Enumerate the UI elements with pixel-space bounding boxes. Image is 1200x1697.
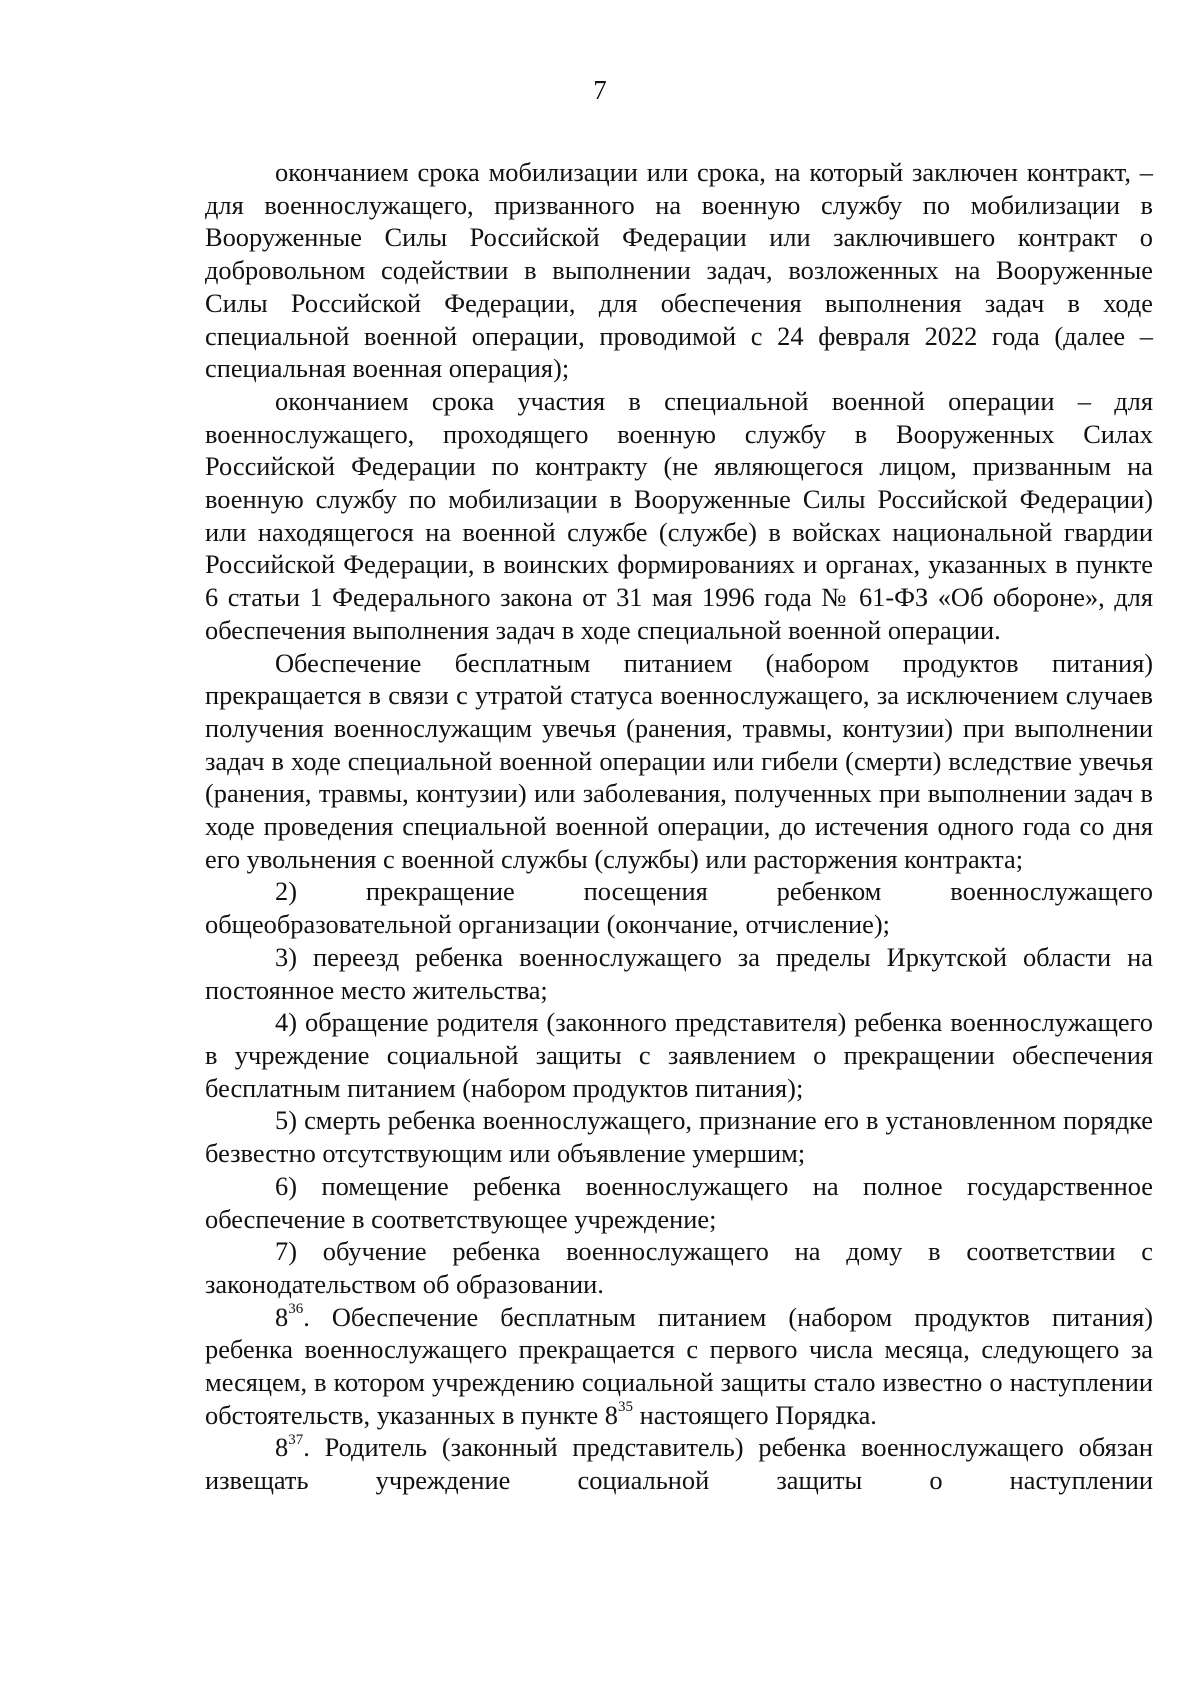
- page-number: 7: [593, 75, 607, 105]
- list-item-5: 5) смерть ребенка военнослужащего, признание его в установленном порядке безвестно отсутствующим или объявление умершим;: [205, 1105, 1153, 1169]
- list-item-7: 7) обучение ребенка военнослужащего на дому в соответствии с законодательством об образовании.: [205, 1236, 1153, 1299]
- paragraph-free-food-termination: Обеспечение бесплатным питанием (набором продуктов питания) прекращается в связи с утратой статуса военнослужащего, за исключением случаев получения военнослужащим увечья (ранения, травмы, контузии) при выполнении задач в ходе специальной военной операции или гибели (смерти) вследствие увечья (ранения, травмы, контузии) или заболевания, полученных при выполнении задач в ходе проведения специальной военной операции, до истечения одного года со дня его увольнения с военной службы (службы) или расторжения контракта;: [205, 647, 1153, 874]
- paragraph-svo-participation-end: окончанием срока участия в специальной военной операции – для военнослужащего, проходящего военную службу в Вооруженных Силах Российской Федерации по контракту (не являющегося лицом, призванным на военную службу по мобилизации в Вооруженные Силы Российской Федерации) или находящегося на военной службе (службе) в войсках национальной гвардии Российской Федерации, в воинских формированиях и органах, указанных в пункте 6 статьи 1 Федерального закона от 31 мая 1996 года № 61-ФЗ «Об обороне», для обеспечения выполнения задач в ходе специальной военной операции.: [205, 385, 1153, 645]
- reference-superscript: 35: [617, 1398, 633, 1415]
- document-body: [205, 156, 1153, 1497]
- clause-text: . Родитель (законный представитель) ребенка военнослужащего обязан извещать учреждение социальной защиты о наступлении: [205, 1432, 1153, 1496]
- clause-superscript: 36: [288, 1300, 304, 1317]
- list-item-3: 3) переезд ребенка военнослужащего за пределы Иркутской области на постоянное место жительства;: [205, 941, 1153, 1005]
- clause-text-before: . Обеспечение бесплатным питанием (набором продуктов питания) ребенка военнослужащего прекращается с первого числа месяца, следующего за месяцем, в котором учреждению социальной защиты стало известно о наступлении обстоятельств, указанных в пункте: [205, 1301, 1153, 1430]
- clause-text-after: настоящего Порядка.: [632, 1399, 877, 1430]
- list-item-2: 2) прекращение посещения ребенком военнослужащего общеобразовательной организации (окончание, отчисление);: [205, 876, 1153, 940]
- reference-number: 8: [604, 1399, 618, 1430]
- list-item-6: 6) помещение ребенка военнослужащего на полное государственное обеспечение в соответствующее учреждение;: [205, 1170, 1153, 1234]
- paragraph-mobilization-end: окончанием срока мобилизации или срока, на который заключен контракт, – для военнослужащего, призванного на военную службу по мобилизации в Вооруженные Силы Российской Федерации или заключившего контракт о добровольном содействии в выполнении задач, возложенных на Вооруженные Силы Российской Федерации, для обеспечения выполнения задач в ходе специальной военной операции, проводимой с 24 февраля 2022 года (далее – специальная военная операция);: [205, 157, 1153, 384]
- clause-number: 8: [275, 1432, 289, 1463]
- paragraph-8-37: [205, 1431, 1153, 1496]
- paragraph-8-36: [205, 1301, 1153, 1432]
- list-item-4: 4) обращение родителя (законного представителя) ребенка военнослужащего в учреждение социальной защиты с заявлением о прекращении обеспечения бесплатным питанием (набором продуктов питания);: [205, 1007, 1153, 1103]
- clause-number: 8: [275, 1301, 289, 1332]
- clause-superscript: 37: [288, 1431, 304, 1448]
